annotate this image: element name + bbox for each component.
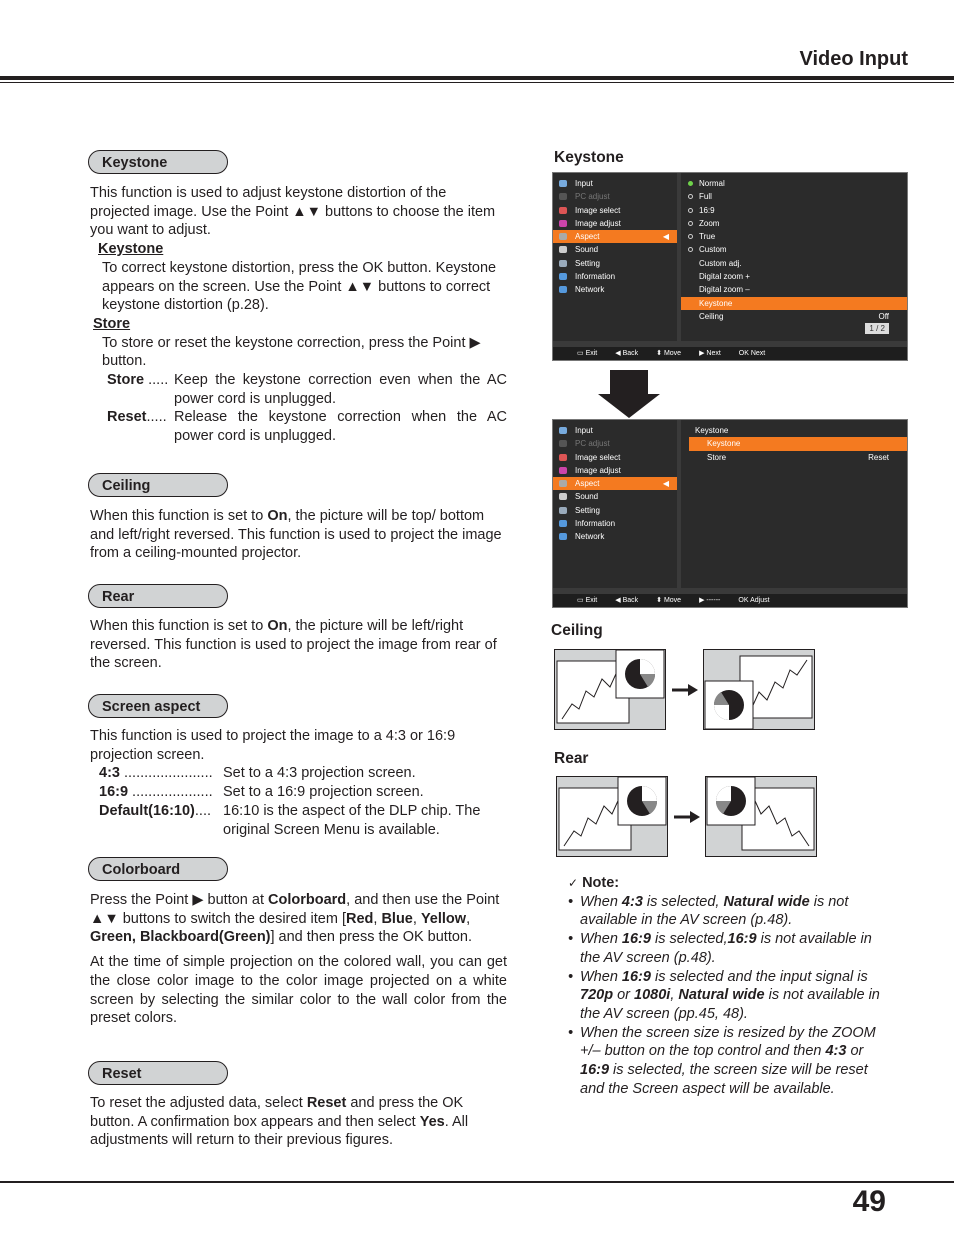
reset-body: To reset the adjusted data, select Reset and press the OK button. A confirmation box appears and then select Yes. All adjustments will return to their previous figures. [90, 1095, 469, 1149]
section-label-screen-aspect: Screen aspect [88, 694, 228, 718]
keystone-sub-title: Keystone [98, 241, 164, 258]
reset-row: Reset..... Release the keystone correction when the AC power cord is unplugged. [107, 409, 507, 445]
store-row: Store ..... Keep the keystone correction even when the AC power cord is unplugged. [107, 372, 507, 407]
ceiling-illustration [554, 649, 816, 731]
osd-status-bar: ▭ Exit ◀ Back ⬍ Move ▶ Next OK Next [553, 347, 907, 360]
note-item: • When the screen size is resized by the ZOOM +/– button on the top control and then 4:3 or 16:9 is selected, the screen size will be reset and the Screen aspect will be available. [568, 1024, 888, 1099]
osd-menu-keystone [552, 419, 908, 608]
footer-rule [0, 1181, 954, 1183]
page-header-title: Video Input [799, 48, 908, 70]
note-item: • When 16:9 is selected and the input signal is 720p or 1080i, Natural wide is not available in the AV screen (pp.45, 48). [568, 968, 888, 1024]
checkmark-icon: ✓ [568, 876, 579, 890]
header-rule-thin [0, 82, 954, 83]
section-label-keystone: Keystone [88, 150, 228, 174]
header-rule [0, 76, 954, 80]
osd-keystone-submenu: Keystone Keystone Store Reset [681, 420, 907, 588]
note-item: • When 4:3 is selected, Natural wide is not available in the AV screen (p.48). [568, 893, 888, 930]
colorboard-body: Press the Point ▶ button at Colorboard, and then use the Point ▲▼ buttons to switch the desired item [Red, Blue, Yellow, Green, Blackboard(Green)] and then press the OK button. At the time of simple projection on the colored wall, you can get the close color image to the color image projected on a white screen by selecting the similar color to the wall color from the preset colors. [90, 892, 507, 1027]
note-heading: Note: [582, 875, 620, 891]
osd-aspect-submenu: Normal Full 16:9 Zoom True Custom Custom adj. Digital zoom + Digital zoom – Keystone Ceiling Off 1 / 2 [681, 173, 907, 341]
ceiling-body: When this function is set to On, the picture will be top/ bottom and left/right reversed. This function is used to project the image from a ceiling-mounted projector. [90, 508, 502, 562]
aspect-row-43: 4:3 ...................... Set to a 4:3 projection screen. [99, 765, 416, 782]
keystone-intro: This function is used to adjust keystone distortion of the projected image. Use the Point ▲▼ buttons to choose the item you want to adjust. [90, 185, 496, 239]
keystone-sub-text: To correct keystone distortion, press the OK button. Keystone appears on the screen. Use the Point ▲▼ buttons to correct keystone distortion (p.28). [102, 259, 497, 314]
note-box [568, 874, 888, 1098]
rear-illustration [556, 776, 820, 858]
store-value: Keep the keystone correction even when the AC power cord is unplugged. [174, 372, 507, 407]
figure-title-keystone: Keystone [554, 149, 624, 166]
note-item: • When 16:9 is selected,16:9 is not available in the AV screen (p.48). [568, 930, 888, 967]
rear-body: When this function is set to On, the picture will be left/right reversed. This function is used to project the image from rear of the screen. [90, 618, 497, 672]
screen-aspect-body: This function is used to project the image to a 4:3 or 16:9 projection screen. 4:3 ...................... Set to a 4:3 projection screen. 16:9 .................... Set to a 16:9 projection screen. Default(16:10).... 16:10 is the aspect of the DLP chip. The original Screen Menu is available. [90, 727, 507, 839]
osd-main-menu-2: Input PC adjust Image select Image adjust Aspect ◀ Sound Setting Information Network [553, 420, 677, 588]
section-label-rear: Rear [88, 584, 228, 608]
figure-title-rear: Rear [554, 750, 589, 767]
store-sub-text: To store or reset the keystone correction, press the Point ▶ button. [102, 334, 481, 370]
page-number: 49 [852, 1185, 886, 1218]
keystone-body [90, 184, 507, 446]
osd-menu-aspect [552, 172, 908, 361]
store-sub-title: Store [93, 315, 131, 332]
figure-title-ceiling: Ceiling [551, 622, 603, 639]
osd-main-menu: Input PC adjust Image select Image adjust Aspect ◀ Sound Setting Information Network [553, 173, 677, 341]
section-label-colorboard: Colorboard [88, 857, 228, 881]
down-arrow-icon [598, 370, 660, 418]
section-label-ceiling: Ceiling [88, 473, 228, 497]
section-label-reset: Reset [88, 1061, 228, 1085]
reset-value: Release the keystone correction when the AC power cord is unplugged. [174, 409, 507, 445]
osd-status-bar-2: ▭ Exit ◀ Back ⬍ Move ▶ ------ OK Adjust [553, 594, 907, 607]
aspect-row-default: Default(16:10).... 16:10 is the aspect of the DLP chip. The original Screen Menu is available. [99, 802, 481, 838]
aspect-row-169: 16:9 .................... Set to a 16:9 projection screen. [99, 784, 424, 801]
